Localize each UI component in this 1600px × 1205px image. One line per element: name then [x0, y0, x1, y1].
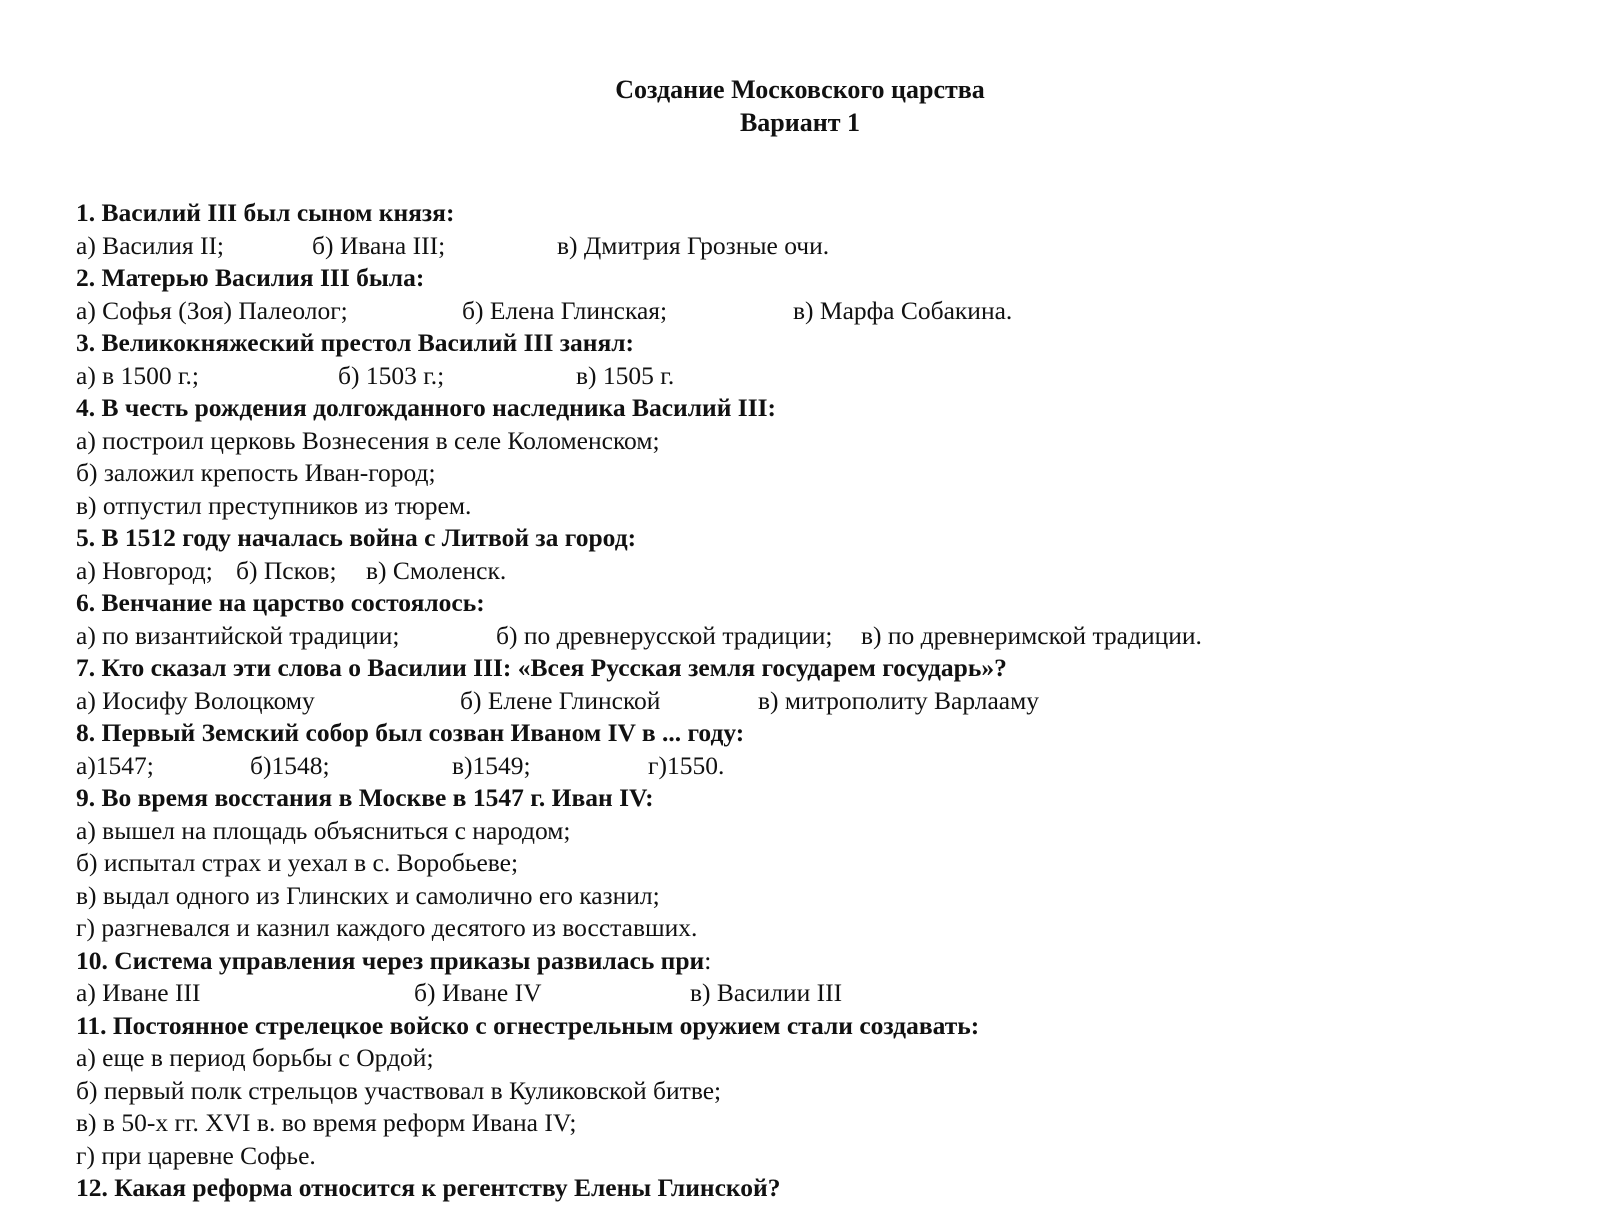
question-11-title: 11. Постоянное стрелецкое войско с огнестрельным оружием стали создавать: — [76, 1010, 980, 1040]
question-1-title-row — [76, 197, 1576, 230]
question-3-options-row — [76, 360, 1576, 393]
question-8-options-row — [76, 750, 1576, 783]
question-8-option-a: а)1547; — [76, 750, 154, 780]
question-9-option-a-row — [76, 815, 1576, 848]
question-9-option-b: б) испытал страх и уехал в с. Воробьеве; — [76, 848, 519, 877]
question-9-option-a: а) вышел на площадь объясниться с народом; — [76, 815, 571, 845]
question-4-option-a: а) построил церковь Вознесения в селе Коломенском; — [76, 425, 660, 455]
question-11-option-c-row — [76, 1107, 1576, 1140]
question-5-option-a: а) Новгород; — [76, 555, 213, 585]
question-8-option-b: б)1548; — [250, 750, 330, 780]
question-12-number: 12 — [76, 1173, 102, 1202]
question-3-option-b: б) 1503 г.; — [338, 360, 445, 390]
question-11-title-row — [76, 1010, 1576, 1043]
worksheet-title: Создание Московского царства — [615, 75, 985, 104]
question-7-option-c: в) митрополиту Варлааму — [758, 685, 1039, 715]
question-10-title-suffix: : — [704, 945, 712, 975]
question-9-title-row — [76, 782, 1576, 815]
question-4-option-c-row — [76, 490, 1576, 523]
question-9-option-b-row — [76, 847, 1576, 880]
question-7-title-row — [76, 652, 1576, 685]
question-3-option-c: в) 1505 г. — [576, 360, 675, 390]
question-10-title-row — [76, 945, 1576, 978]
question-3-title: 3. Великокняжеский престол Василий III занял: — [76, 328, 635, 357]
question-2-title: 2. Матерью Василия III была: — [76, 263, 425, 292]
question-4-option-a-row — [76, 425, 1576, 458]
question-1-option-a: а) Василия II; — [76, 230, 225, 260]
question-5-title: 5. В 1512 году началась война с Литвой за город: — [76, 523, 637, 552]
question-11-option-a-row — [76, 1042, 1576, 1075]
question-8-title: 8. Первый Земский собор был созван Иваном IV в ... году: — [76, 718, 745, 747]
question-10-title: 10. Система управления через приказы развилась при — [76, 945, 705, 975]
question-7-options-row — [76, 685, 1576, 718]
question-9-option-d: г) разгневался и казнил каждого десятого из восставших. — [76, 913, 698, 942]
question-7-title: 7. Кто сказал эти слова о Василии III: «Всея Русская земля государем государь»? — [76, 653, 1007, 682]
question-1-option-c: в) Дмитрия Грозные очи. — [557, 230, 830, 260]
question-11-option-c: в) в 50-х гг. XVI в. во время реформ Ивана IV; — [76, 1108, 577, 1137]
question-9-option-c: в) выдал одного из Глинских и самолично его казнил; — [76, 880, 660, 910]
question-2-option-c: в) Марфа Собакина. — [793, 295, 1013, 325]
question-7-option-a: а) Иосифу Волоцкому — [76, 685, 315, 715]
question-8-option-c: в)1549; — [452, 750, 531, 780]
question-6-title-row — [76, 587, 1576, 620]
question-6-option-c: в) по древнеримской традиции. — [861, 620, 1202, 650]
question-11-option-d-row — [76, 1140, 1576, 1173]
worksheet-header — [0, 73, 1600, 139]
question-11-option-b: б) первый полк стрельцов участвовал в Куликовской битве; — [76, 1075, 722, 1105]
question-11-option-b-row — [76, 1075, 1576, 1108]
question-1-options-row — [76, 230, 1576, 263]
question-2-option-b: б) Елена Глинская; — [462, 295, 668, 325]
question-list — [76, 197, 1576, 1205]
question-6-options-row — [76, 620, 1576, 653]
question-5-option-b: б) Псков; — [236, 555, 337, 585]
question-11-option-d: г) при царевне Софье. — [76, 1140, 316, 1170]
question-6-option-a: а) по византийской традиции; — [76, 620, 400, 650]
question-10-options-row — [76, 977, 1576, 1010]
question-5-options-row — [76, 555, 1576, 588]
variant-label: Вариант 1 — [739, 108, 861, 137]
question-9-option-c-row — [76, 880, 1576, 913]
question-1-title: 1. Василий III был сыном князя: — [76, 198, 455, 227]
question-4-option-c: в) отпустил преступников из тюрем. — [76, 490, 472, 520]
question-9-title: 9. Во время восстания в Москве в 1547 г. Иван IV: — [76, 783, 654, 812]
question-3-title-row — [76, 327, 1576, 360]
question-2-title-row — [76, 262, 1576, 295]
question-2-options-row — [76, 295, 1576, 328]
question-4-option-b: б) заложил крепость Иван-город; — [76, 458, 436, 487]
question-8-title-row — [76, 717, 1576, 750]
question-2-option-a: а) Софья (Зоя) Палеолог; — [76, 295, 348, 325]
question-4-title-row — [76, 392, 1576, 425]
question-3-option-a: а) в 1500 г.; — [76, 360, 200, 390]
question-6-option-b: б) по древнерусской традиции; — [496, 620, 833, 650]
question-12-title: . Какая реформа относится к регентству Елены Глинской? — [101, 1173, 781, 1202]
question-5-title-row — [76, 522, 1576, 555]
question-8-option-d: г)1550. — [648, 750, 725, 780]
question-11-option-a: а) еще в период борьбы с Ордой; — [76, 1043, 434, 1072]
question-1-option-b: б) Ивана III; — [312, 230, 446, 260]
question-6-title: 6. Венчание на царство состоялось: — [76, 588, 485, 617]
question-10-option-c: в) Василии III — [690, 978, 843, 1007]
question-4-option-b-row — [76, 457, 1576, 490]
question-9-option-d-row — [76, 912, 1576, 945]
question-5-option-c: в) Смоленск. — [366, 555, 507, 585]
question-7-option-b: б) Елене Глинской — [460, 685, 661, 715]
question-10-option-b: б) Иване IV — [414, 978, 542, 1007]
question-10-option-a: а) Иване III — [76, 978, 201, 1007]
question-4-title: 4. В честь рождения долгожданного наследника Василий III: — [76, 393, 777, 422]
